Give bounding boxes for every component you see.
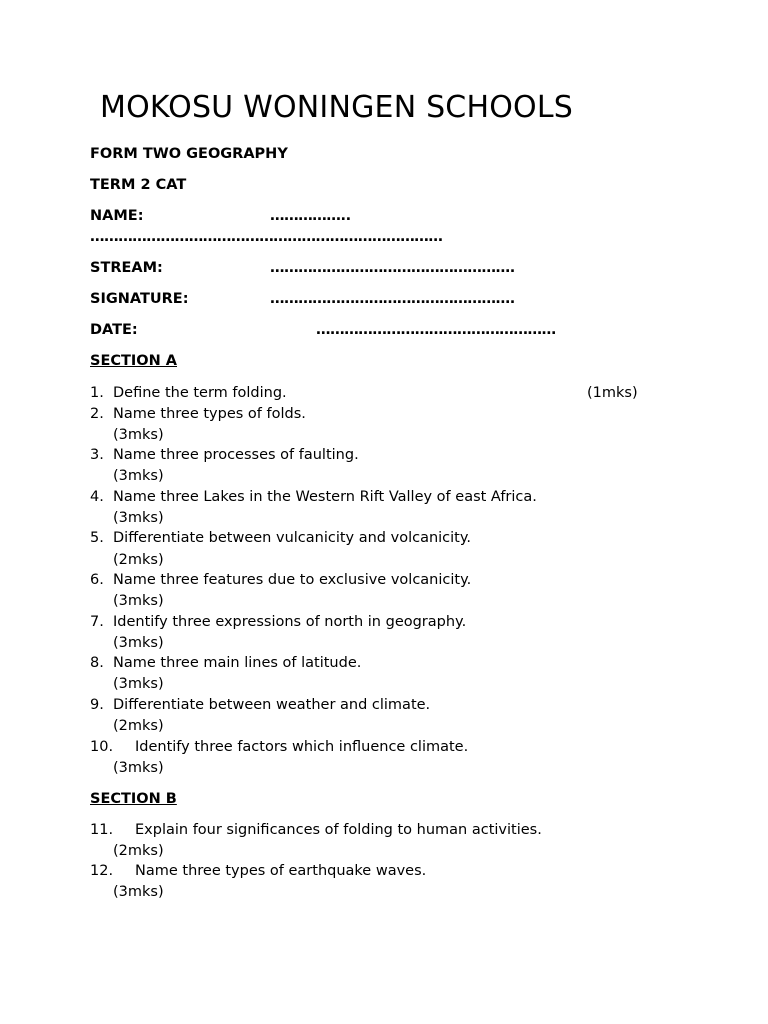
question-marks: (3mks)	[113, 760, 164, 776]
section-b-heading: SECTION B	[90, 791, 177, 807]
name-dots: ……………..	[270, 208, 351, 224]
question-marks: (3mks)	[113, 884, 164, 900]
date-dots: ……………………………………………	[316, 322, 556, 338]
page-title: MOKOSU WONINGEN SCHOOLS	[100, 90, 573, 125]
question-marks: (2mks)	[113, 552, 164, 568]
question-marks: (3mks)	[113, 676, 164, 692]
question-text: Name three types of earthquake waves.	[135, 863, 427, 879]
date-label: DATE:	[90, 322, 138, 338]
question-marks: (2mks)	[113, 718, 164, 734]
question-text: Name three processes of faulting.	[113, 447, 359, 463]
signature-dots: …………………………………………….	[270, 291, 515, 307]
question-number: 7.	[90, 614, 104, 630]
question-number: 11.	[90, 822, 114, 838]
question-text: Define the term folding.	[113, 385, 287, 401]
signature-label: SIGNATURE:	[90, 291, 189, 307]
question-text: Name three types of folds.	[113, 406, 306, 422]
subtitle-term: TERM 2 CAT	[90, 177, 187, 193]
stream-label: STREAM:	[90, 260, 163, 276]
question-number: 9.	[90, 697, 104, 713]
question-number: 3.	[90, 447, 104, 463]
question-text: Explain four significances of folding to human activities.	[135, 822, 542, 838]
section-a-heading: SECTION A	[90, 353, 178, 369]
question-text: Differentiate between weather and climate.	[113, 697, 431, 713]
question-number: 2.	[90, 406, 104, 422]
question-number: 6.	[90, 572, 104, 588]
question-marks: (2mks)	[113, 843, 164, 859]
question-number: 1.	[90, 385, 104, 401]
question-number: 10.	[90, 739, 114, 755]
question-marks: (3mks)	[113, 468, 164, 484]
question-marks: (3mks)	[113, 427, 164, 443]
question-marks: (3mks)	[113, 510, 164, 526]
question-text: Identify three factors which influence climate.	[135, 739, 469, 755]
question-text: Differentiate between vulcanicity and volcanicity.	[113, 530, 471, 546]
question-number: 5.	[90, 530, 104, 546]
name-label: NAME:	[90, 208, 144, 224]
question-text: Name three main lines of latitude.	[113, 655, 362, 671]
question-text: Identify three expressions of north in geography.	[113, 614, 467, 630]
question-text: Name three Lakes in the Western Rift Valley of east Africa.	[113, 489, 537, 505]
question-number: 12.	[90, 863, 114, 879]
question-text: Name three features due to exclusive volcanicity.	[113, 572, 472, 588]
subtitle-form: FORM TWO GEOGRAPHY	[90, 146, 288, 162]
question-marks: (1mks)	[587, 385, 638, 401]
question-number: 8.	[90, 655, 104, 671]
question-marks: (3mks)	[113, 635, 164, 651]
stream-dots: …………………………………………….	[270, 260, 515, 276]
question-number: 4.	[90, 489, 104, 505]
question-marks: (3mks)	[113, 593, 164, 609]
name-dots-line2: …………………………………………………………………	[90, 229, 443, 245]
